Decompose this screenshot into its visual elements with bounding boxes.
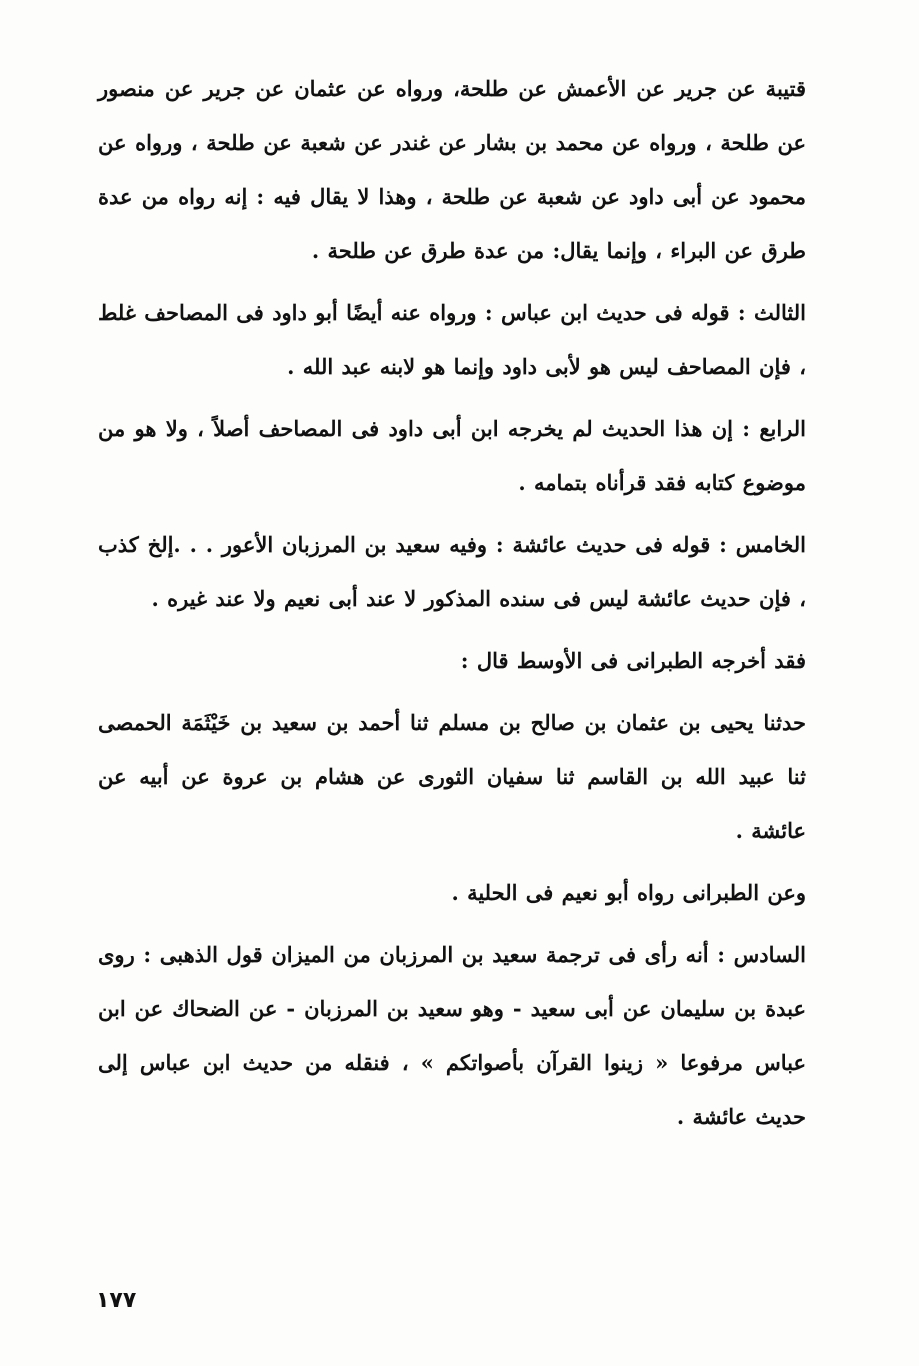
paragraph-5: فقد أخرجه الطبرانى فى الأوسط قال : [460, 648, 806, 673]
paragraph-8: السادس : أنه رأى فى ترجمة سعيد بن المرزبان من الميزان قول الذهبى : روى عبدة بن سليمان عن أبى سعيد - وهو سعيد بن المرزبان - عن الضحاك عن ابن عباس مرفوعا « زينوا القرآن بأصواتكم » ، فنقله من حديث ابن عباس إلى حديث عائشة . [98, 942, 806, 1129]
paragraph-2: الثالث : قوله فى حديث ابن عباس : ورواه عنه أيضًا أبو داود فى المصاحف غلط ، فإن المصاحف ليس هو لأبى داود وإنما هو لابنه عبد الله . [98, 300, 806, 379]
paragraph-7: وعن الطبرانى رواه أبو نعيم فى الحلية . [451, 880, 806, 905]
paragraph-6: حدثنا يحيى بن عثمان بن صالح بن مسلم ثنا أحمد بن سعيد بن خَيْثَمَة الحمصى ثنا عبيد الله بن القاسم ثنا سفيان الثورى عن هشام بن عروة عن أبيه عن عائشة . [98, 710, 806, 843]
paragraph-3: الرابع : إن هذا الحديث لم يخرجه ابن أبى داود فى المصاحف أصلاً ، ولا هو من موضوع كتابه فقد قرأناه بتمامه . [98, 416, 806, 495]
page-number: ١٧٧ [96, 1288, 137, 1313]
paragraph-1: قتيبة عن جرير عن الأعمش عن طلحة، ورواه عن عثمان عن جرير عن منصور عن طلحة ، ورواه عن محمد بن بشار عن غندر عن شعبة عن طلحة ، ورواه عن محمود عن أبى داود عن شعبة عن طلحة ، وهذا لا يقال فيه : إنه رواه من عدة طرق عن البراء ، وإنما يقال: من عدة طرق عن طلحة . [98, 76, 806, 263]
paragraph-4: الخامس : قوله فى حديث عائشة : وفيه سعيد بن المرزبان الأعور . . .إلخ كذب ، فإن حديث عائشة ليس فى سنده المذكور لا عند أبى نعيم ولا عند غيره . [98, 532, 806, 611]
body-text [98, 62, 806, 1152]
